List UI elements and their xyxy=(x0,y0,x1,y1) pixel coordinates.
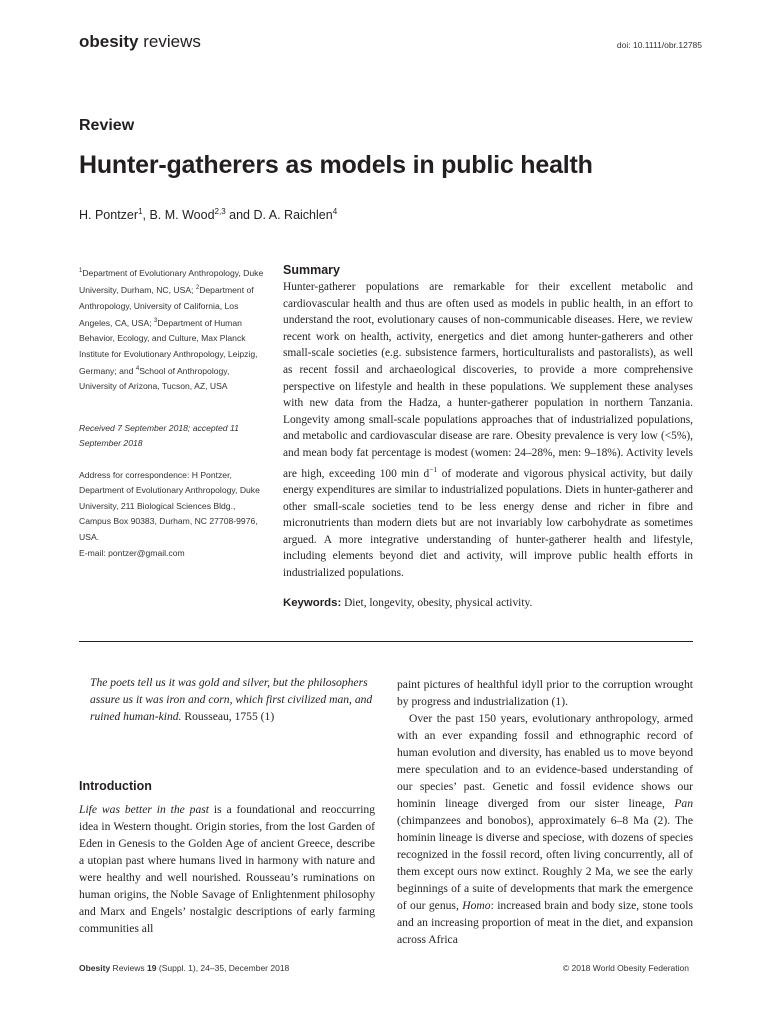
section-divider xyxy=(79,641,693,642)
epigraph-source: Rousseau, 1755 (1) xyxy=(181,710,275,723)
introduction-paragraph xyxy=(79,801,375,937)
author-separator: , xyxy=(142,208,150,223)
doi[interactable]: doi: 10.1111/obr.12785 xyxy=(616,40,702,50)
article-title: Hunter-gatherers as models in public health xyxy=(79,151,593,179)
paragraph xyxy=(397,710,693,948)
footer-text: Reviews xyxy=(110,963,148,973)
affiliation-2: Department of Anthropology, University of California, Los Angeles, CA, USA; xyxy=(79,285,254,328)
keywords-label: Keywords: xyxy=(283,597,342,609)
keywords-list: Diet, longevity, obesity, physical activity. xyxy=(341,597,533,609)
author-separator: and xyxy=(225,208,254,223)
affiliation-3: Department of Human Behavior, Ecology, and Culture, Max Planck Institute for Evolutionary Anthropology, Leipzig, Germany; and xyxy=(79,317,258,376)
intro-emphasis: Life was better in the past xyxy=(79,803,209,816)
introduction-heading: Introduction xyxy=(79,779,152,793)
correspondence-email[interactable]: E-mail: pontzer@gmail.com xyxy=(79,548,185,558)
paragraph-text: : increased brain and body size, stone tools and an increasing proportion of meat in the diet, and expansion across Africa xyxy=(397,899,693,946)
affiliations xyxy=(79,264,269,395)
genus-homo: Homo xyxy=(462,899,491,912)
epigraph-quote: The poets tell us it was gold and silver, but the philosophers assure us it was iron and corn, which first civilized man, and ruined human-kind. xyxy=(90,676,373,723)
affiliation-1: Department of Evolutionary Anthropology, Duke University, Durham, NC, USA; xyxy=(79,267,264,296)
footer-journal: Obesity xyxy=(79,963,111,973)
paragraph-text: Over the past 150 years, evolutionary anthropology, armed with an ever expanding fossil and ethnographic record of human evolution and diversity, has enabled us to move beyond mere speculation and to an evidence-based understanding of our species’ past. Genetic and fossil evidence shows our hominin lineage diverged from our sister lineage, xyxy=(397,712,693,810)
author-name: D. A. Raichlen xyxy=(253,208,333,223)
intro-text: is a foundational and reoccurring idea in Western thought. Origin stories, from the lost Garden of Eden in Genesis to the Golden Age of ancient Greece, describe a utopian past where humans lived in harmony with nature and were healthy and well nourished. Rousseau’s ruminations on human origins, the Noble Savage of Enlightenment philosophy and Marx and Engels’ nostalgic descriptions of early farming communities all xyxy=(79,803,376,935)
author-affiliation-sup: 2,3 xyxy=(214,207,226,216)
copyright: © 2018 World Obesity Federation xyxy=(562,963,689,973)
journal-name xyxy=(79,32,201,52)
article-type: Review xyxy=(79,117,135,134)
author-name: H. Pontzer xyxy=(79,208,139,223)
summary-text-part: of moderate and vigorous physical activity, but daily energy expenditures are similar to industrialized populations. Diets in hunter-gatherer and other small-scale societies tend to be less energy dense and richer in fibre and micronutrients than modern diets but are not invariably low carbohydrate as sometimes argued. A more integrative understanding of hunter-gatherer health and lifestyle, including elements beyond diet and activity, will improve public health efforts in industrialized populations. xyxy=(283,467,693,579)
affil-sup: 1 xyxy=(79,268,83,274)
affil-sup: 4 xyxy=(135,366,140,373)
paragraph: paint pictures of healthful idyll prior to the corruption wrought by progress and industrialization (1). xyxy=(397,678,693,708)
author-name: B. M. Wood xyxy=(149,208,215,223)
received-dates: Received 7 September 2018; accepted 11 September 2018 xyxy=(79,423,239,449)
footer-text: (Suppl. 1), 24–35, December 2018 xyxy=(156,963,290,973)
affil-sup: 2 xyxy=(195,285,200,292)
keywords xyxy=(283,597,532,609)
author-affiliation-sup: 1 xyxy=(138,207,143,216)
author-list xyxy=(79,207,337,222)
journal-name-rest: reviews xyxy=(138,32,201,51)
paragraph-text: (chimpanzees and bonobos), approximately 6–8 Ma (2). The hominin lineage is diverse and speciose, with dozens of species recognized in the fossil record, often living concurrently, all of them except ours now extinct. Roughly 2 Ma, we see the early beginnings of a suite of developments that mark the emergence of our genus, xyxy=(397,814,693,912)
genus-pan: Pan xyxy=(674,797,693,810)
footer-volume: 19 xyxy=(147,963,157,973)
summary-unit-sup: −1 xyxy=(429,464,438,474)
correspondence-address: Address for correspondence: H Pontzer, Department of Evolutionary Anthropology, Duke University, 211 Biological Sciences Bldg., Campus Box 90383, Durham, NC 27708-9976, USA. xyxy=(79,470,260,542)
summary-text xyxy=(283,279,693,581)
epigraph xyxy=(90,674,375,725)
right-column xyxy=(397,676,693,948)
citation-footer xyxy=(79,963,289,973)
affiliation-4: School of Anthropology, University of Arizona, Tucson, AZ, USA xyxy=(79,365,230,392)
journal-name-bold: obesity xyxy=(79,32,139,51)
author-affiliation-sup: 4 xyxy=(332,207,338,216)
summary-heading: Summary xyxy=(283,263,340,277)
affil-sup: 3 xyxy=(154,317,158,324)
summary-text-part: Hunter-gatherer populations are remarkable for their excellent metabolic and cardiovascular health and thus are often used as models in public health, in an effort to understand the root, evolutionary causes of non-communicable diseases. Here, we review recent work on health, activity, energetics and diet among hunter-gatherers and other small-scale societies (e.g. subsistence farmers, horticulturalists and pastoralists), as well as recent fossil and archaeological discoveries, to provide a more comprehensive perspective on lifestyle and health in these populations. We supplement these analyses with new data from the Hadza, a hunter-gatherer population in northern Tanzania. Longevity among small-scale populations approaches that of industrialized populations, and metabolic and cardiovascular disease are rare. Obesity prevalence is very low (<5%), and mean body fat percentage is modest (women: 24–28%, men: 9–18%). Activity levels are high, exceeding 100 min d xyxy=(283,281,693,480)
